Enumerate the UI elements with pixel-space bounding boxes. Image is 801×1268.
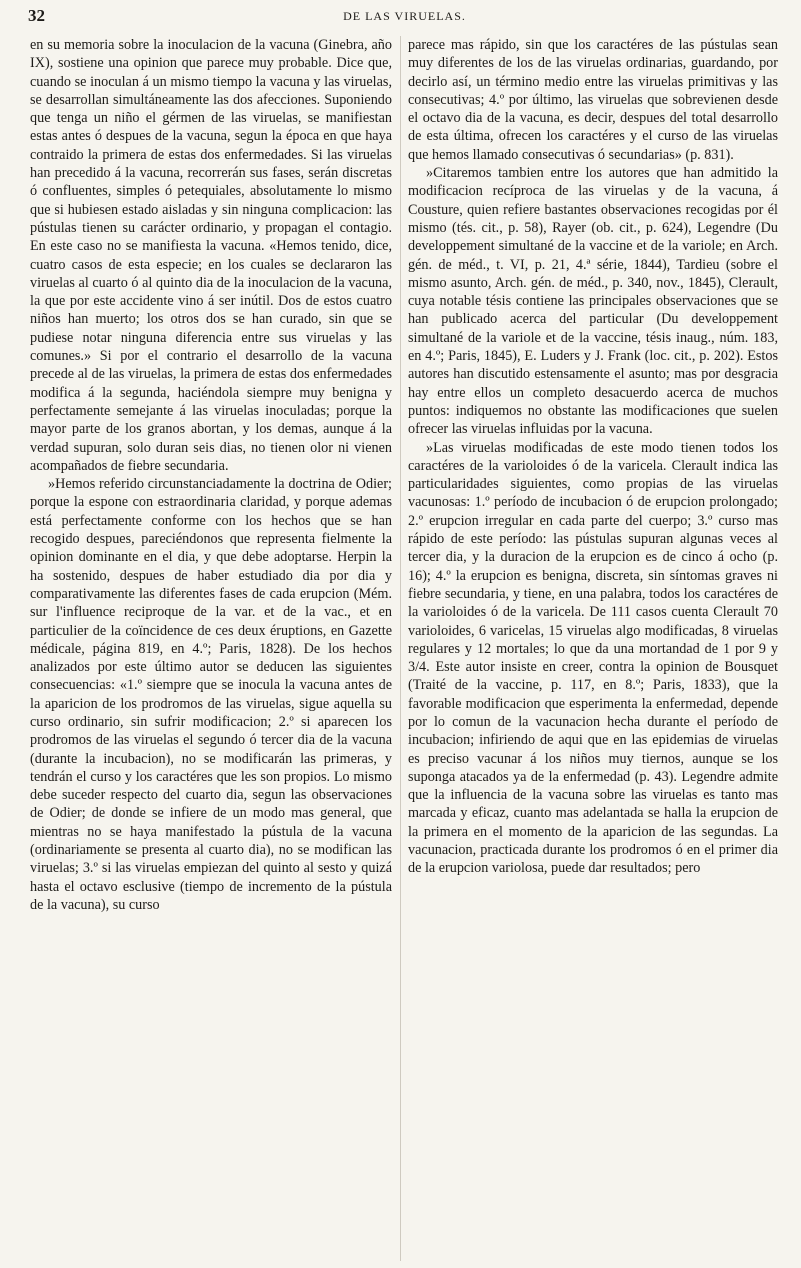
paragraph: »Las viruelas modificadas de este modo tienen todos los caractéres de la varioloides ó de la varicela. Clerault indica las particularidades siguientes, como propias de las viruelas vacunosas: 1.º período de incubacion ó de erupcion prolongado; 2.º erupcion irregular en cada parte del cuerpo; 3.º curso mas rápido de este período: las pústulas supuran algunas veces al tercer dia, y la duracion de la erupcion es de cinco á ocho (p. 16); 4.º la erupcion es benigna, discreta, sin síntomas graves ni fiebre secundaria, y tiene, en una palabra, todos los caractéres de la varioloides ó de la varicela. De 111 casos cuenta Clerault 70 varioloides, 6 varicelas, 15 viruelas algo modificadas, 8 viruelas regulares y 12 mortales; lo que da una mortandad de 1 por 9 y 3/4. Este autor insiste en creer, contra la opinion de Bousquet (Traité de la vaccine, p. 117, en 8.º; Paris, 1833), que la favorable modificacion que esperimenta la enfermedad, depende por lo comun de la vacunacion hecha durante el período de incubacion; infiriendo de aqui que en las epidemias de viruelas es preciso vacunar á los niños muy tiernos, aunque se los suponga atacados ya de la enfermedad (p. 43). Legendre admite que la influencia de la vacuna sobre las viruelas es tanto mas marcada y eficaz, cuanto mas adelantada se halla la erupcion de la primera en el momento de la aparicion de las segundas. La vacunacion, practicada durante los prodromos ó en el primer dia de la erupcion variolosa, puede dar resultados; pero bbox=[408, 439, 778, 877]
page-header bbox=[28, 6, 781, 28]
running-head: DE LAS VIRUELAS. bbox=[343, 9, 466, 23]
left-column bbox=[30, 36, 392, 914]
column-divider bbox=[400, 36, 401, 1261]
paragraph: parece mas rápido, sin que los caractéres de las pústulas sean muy diferentes de los de las viruelas ordinarias, guardando, por decirlo así, un término medio entre las viruelas primitivas y las consecutivas; 4.º por último, las viruelas que sobrevienen desde el octavo dia de la vacuna, es decir, despues del total desarrollo de esta última, ofrecen los caractéres y el curso de las viruelas que hemos llamado consecutivas ó secundarias» (p. 831). bbox=[408, 37, 778, 163]
paragraph: »Citaremos tambien entre los autores que han admitido la modificacion recíproca de las viruelas y de la vacuna, á Cousture, quien refiere bastantes observaciones recogidas por él mismo (tés. cit., p. 58), Rayer (ob. cit., p. 624), Legendre (Du developpement simultané de la vaccine et de la variole; en Arch. gén. de méd., t. VI, p. 21, 4.ª série, 1844), Tardieu (sobre el mismo asunto, Arch. gén. de méd., p. 340, nov., 1845), Clerault, cuya notable tésis contiene las principales observaciones que se han publicado acerca del particular (Du developpement simultané de la variole et de la vaccine, tésis inaug., núm. 183, en 4.º; Paris, 1845), E. Luders y J. Frank (loc. cit., p. 202). Estos autores han discutido estensamente el asunto; mas por desgracia hay entre ellos un completo desacuerdo acerca de muchos puntos: indiquemos no obstante las modificaciones que suelen ofrecer las viruelas influidas por la vacuna. bbox=[408, 165, 778, 438]
right-column bbox=[408, 36, 778, 878]
page-number: 32 bbox=[28, 6, 45, 25]
paragraph: »Hemos referido circunstanciadamente la doctrina de Odier; porque la espone con estraordinaria claridad, y porque ademas está perfectamente conforme con los hechos que se han recogido despues, pareciéndonos que representa fielmente la opinion dominante en el dia, y que debe adoptarse. Herpin la ha sostenido, despues de haber estudiado dia por dia y comparativamente las diferentes fases de cada erupcion (Mém. sur l'influence reciproque de la var. et de la vac., et en particulier de la coïncidence de ces deux éruptions, en Gazette médicale, página 819, en 4.º; Paris, 1828). De los hechos analizados por este último autor se deducen las siguientes consecuencias: «1.º siempre que se inocula la vacuna antes de la aparicion de los prodromos de las viruelas, sigue aquella su curso ordinario, sin sufrir modificacion; 2.º si aparecen los prodromos de las viruelas el segundo ó tercer dia de la vacuna (durante la incubacion), no se modificarán las primeras, y tendrán el curso y los caractéres que les son propios. Lo mismo debe suceder respecto del cuarto dia, segun las observaciones de Odier; de donde se infiere de un modo mas general, que mientras no se haya manifestado la pústula de la vacuna (ordinariamente se presenta al cuarto dia), no se modifican las viruelas; 3.º si las viruelas empiezan del quinto al sesto y quizá hasta el octavo esclusive (tiempo de incremento de la pústula de la vacuna), su curso bbox=[30, 476, 392, 913]
paragraph: en su memoria sobre la inoculacion de la vacuna (Ginebra, año IX), sostiene una opinion que parece muy probable. Dice que, cuando se inoculan á un mismo tiempo la vacuna y las viruelas, se desarrollan simultáneamente las dos afecciones. Suponiendo que tenga un niño el gérmen de las viruelas, se manifiestan estas antes ó despues de la vacuna, segun la época en que haya contraido la primera de estas dos enfermedades. Si las viruelas han precedido á la vacuna, recorrerán sus fases, serán discretas ó confluentes, simples ó petequiales, absolutamente lo mismo que si hubiesen estado aisladas y sin ninguna complicacion: las pústulas tienen su carácter ordinario, y propagan el contagio. En este caso no se manifiesta la vacuna. «Hemos tenido, dice, cuatro casos de esta especie; en los cuales se declararon las viruelas al cuarto ó al quinto dia de la inoculacion de la vacuna, la que por este accidente vino á ser inútil. Dos de estos cuatro niños han muerto; los otros dos se han curado, sin que se pudiese notar ninguna diferencia entre sus viruelas y las comunes.» Si por el contrario el desarrollo de la vacuna precede al de las viruelas, la primera de estas dos enfermedades modifica á la segunda, haciéndola siempre muy benigna y perfectamente semejante á las viruelas inoculadas; porque la mayor parte de los granos abortan, y los demas, aunque á la verdad supuran, solo duran seis dias, no tienen olor ni vienen acompañados de fiebre secundaria. bbox=[30, 37, 392, 474]
